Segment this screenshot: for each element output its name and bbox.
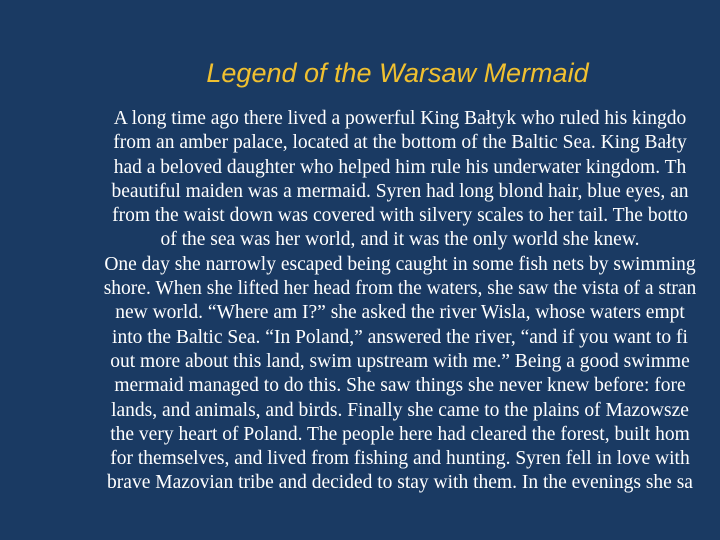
- text-line: the very heart of Poland. The people here had cleared the forest, built hom: [110, 423, 690, 445]
- text-line: beautiful maiden was a mermaid. Syren had long blond hair, blue eyes, an: [111, 180, 689, 202]
- text-line: into the Baltic Sea. “In Poland,” answered the river, “and if you want to fi: [112, 326, 688, 348]
- text-line: shore. When she lifted her head from the waters, she saw the vista of a stran: [103, 278, 697, 300]
- text-line: of the sea was her world, and it was the only world she knew.: [160, 229, 640, 251]
- text-line: brave Mazovian tribe and decided to stay with them. In the evenings she sa: [107, 472, 693, 494]
- text-line: new world. “Where am I?” she asked the river Wisla, whose waters empt: [115, 302, 685, 324]
- text-line: lands, and animals, and birds. Finally she came to the plains of Mazowsze: [111, 399, 689, 421]
- text-line: One day she narrowly escaped being caught in some fish nets by swimming: [104, 253, 696, 275]
- text-line: had a beloved daughter who helped him rule his underwater kingdom. Th: [113, 156, 687, 178]
- text-line: from the waist down was covered with silvery scales to her tail. The botto: [112, 205, 688, 227]
- slide-title: Legend of the Warsaw Mermaid: [206, 58, 589, 88]
- legend-text: [0, 107, 720, 496]
- text-line: out more about this land, swim upstream with me.” Being a good swimme: [110, 350, 690, 372]
- text-line: A long time ago there lived a powerful King Bałtyk who ruled his kingdo: [113, 108, 687, 129]
- text-line: from an amber palace, located at the bottom of the Baltic Sea. King Bałty: [113, 132, 687, 154]
- text-line: for themselves, and lived from fishing and hunting. Syren fell in love with: [110, 448, 690, 470]
- text-line: mermaid managed to do this. She saw things she never knew before: fore: [114, 375, 686, 397]
